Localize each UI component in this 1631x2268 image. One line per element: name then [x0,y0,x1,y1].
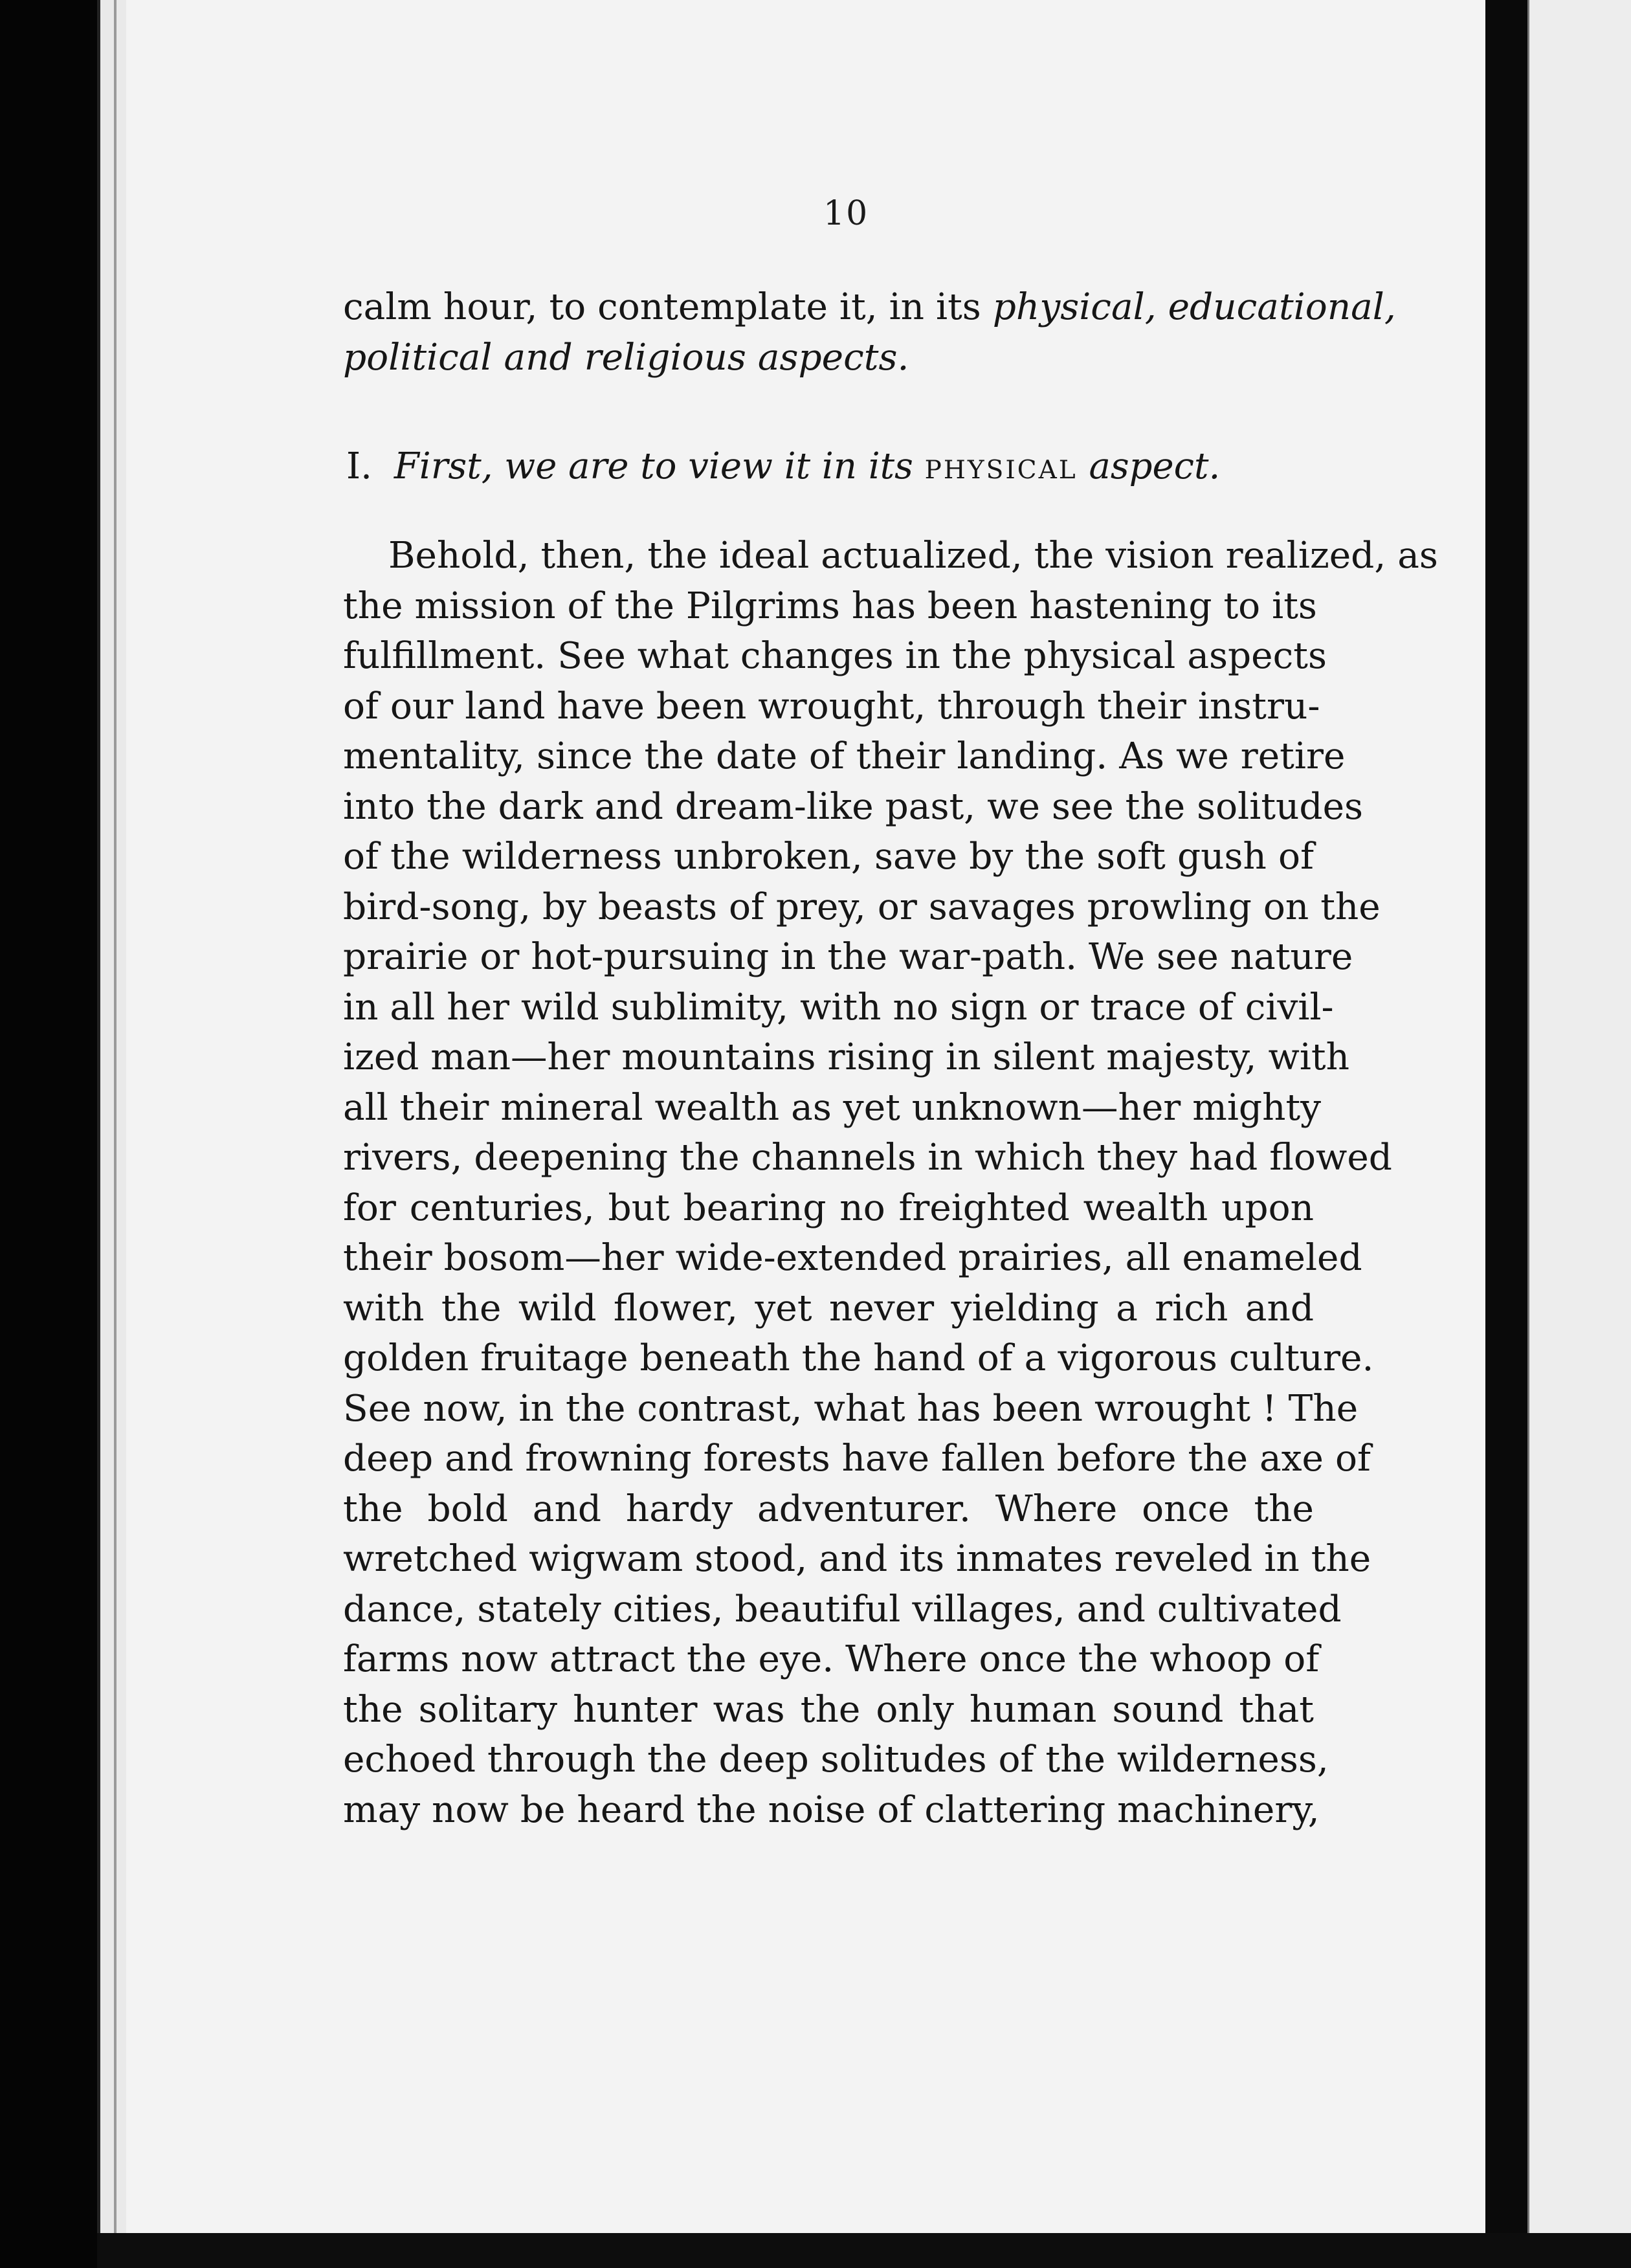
page-number: 10 [823,194,869,233]
paragraph-line: golden fruitage beneath the hand of a vigorous culture. [343,1337,1374,1379]
paragraph-line: fulfillment. See what changes in the physical aspects [343,635,1327,677]
paragraph-line: rivers, deepening the channels in which they had flowed [343,1137,1392,1179]
intro-line-1-italic: physical, educational, [992,286,1396,328]
body-paragraph [343,531,1438,1835]
paragraph-line: deep and frowning forests have fallen before the axe of [343,1438,1371,1480]
page-gutter [1485,0,1527,2268]
paragraph-line: farms now attract the eye. Where once the whoop of [343,1638,1320,1680]
paragraph-line: ized man—her mountains rising in silent majesty, with [343,1036,1349,1078]
paragraph-line: in all her wild sublimity, with no sign or trace of civil- [343,986,1334,1028]
paragraph-line: of the wilderness unbroken, save by the soft gush of [343,836,1314,878]
section-heading-italic-end: aspect. [1077,445,1221,487]
intro-line-1 [343,282,1396,333]
paragraph-line: prairie or hot-pursuing in the war-path. We see nature [343,936,1353,978]
paragraph-line: for centuries, but bearing no freighted wealth upon [343,1186,1314,1229]
intro-line-1-plain: calm hour, to contemplate it, in its [343,286,993,328]
paragraph-line: echoed through the deep solitudes of the wilderness, [343,1739,1329,1781]
section-heading-italic-start: First, we are to view it in its [394,445,925,487]
paragraph-line: may now be heard the noise of clattering machinery, [343,1788,1320,1831]
paragraph-line: the mission of the Pilgrims has been hastening to its [343,584,1317,627]
section-numeral: I. [346,445,372,487]
paragraph-line: Behold, then, the ideal actualized, the vision realized, as [388,535,1438,577]
intro-line-2-italic: political and religious aspects. [343,336,909,379]
page-edge [97,0,126,2268]
scan-left-margin [0,0,97,2268]
paragraph-line: of our land have been wrought, through their instru- [343,685,1320,728]
intro-paragraph [343,282,1396,383]
paragraph-line: bird-song, by beasts of prey, or savages prowling on the [343,885,1381,928]
page-edge-rule [114,0,116,2268]
paragraph-line: all their mineral wealth as yet unknown—her mighty [343,1086,1322,1129]
paragraph-line: See now, in the contrast, what has been wrought ! The [343,1387,1359,1430]
paragraph-line: dance, stately cities, beautiful villages, and cultivated [343,1588,1342,1630]
paragraph-line: their bosom—her wide-extended prairies, all enameled [343,1237,1362,1279]
section-heading [346,445,1220,487]
intro-line-2 [343,333,1353,383]
paragraph-line: into the dark and dream-like past, we see the solitudes [343,785,1364,828]
paragraph-line: the solitary hunter was the only human sound that [343,1688,1314,1731]
facing-page-edge [1527,0,1631,2268]
paragraph-line: mentality, since the date of their landing. As we retire [343,735,1346,777]
paragraph-line: with the wild flower, yet never yielding a rich and [343,1287,1314,1329]
paragraph-line: the bold and hardy adventurer. Where once the [343,1487,1314,1530]
scan-bottom-margin [97,2233,1631,2268]
paragraph-line: wretched wigwam stood, and its inmates reveled in the [343,1538,1371,1580]
section-heading-smallcaps: physical [924,445,1078,487]
